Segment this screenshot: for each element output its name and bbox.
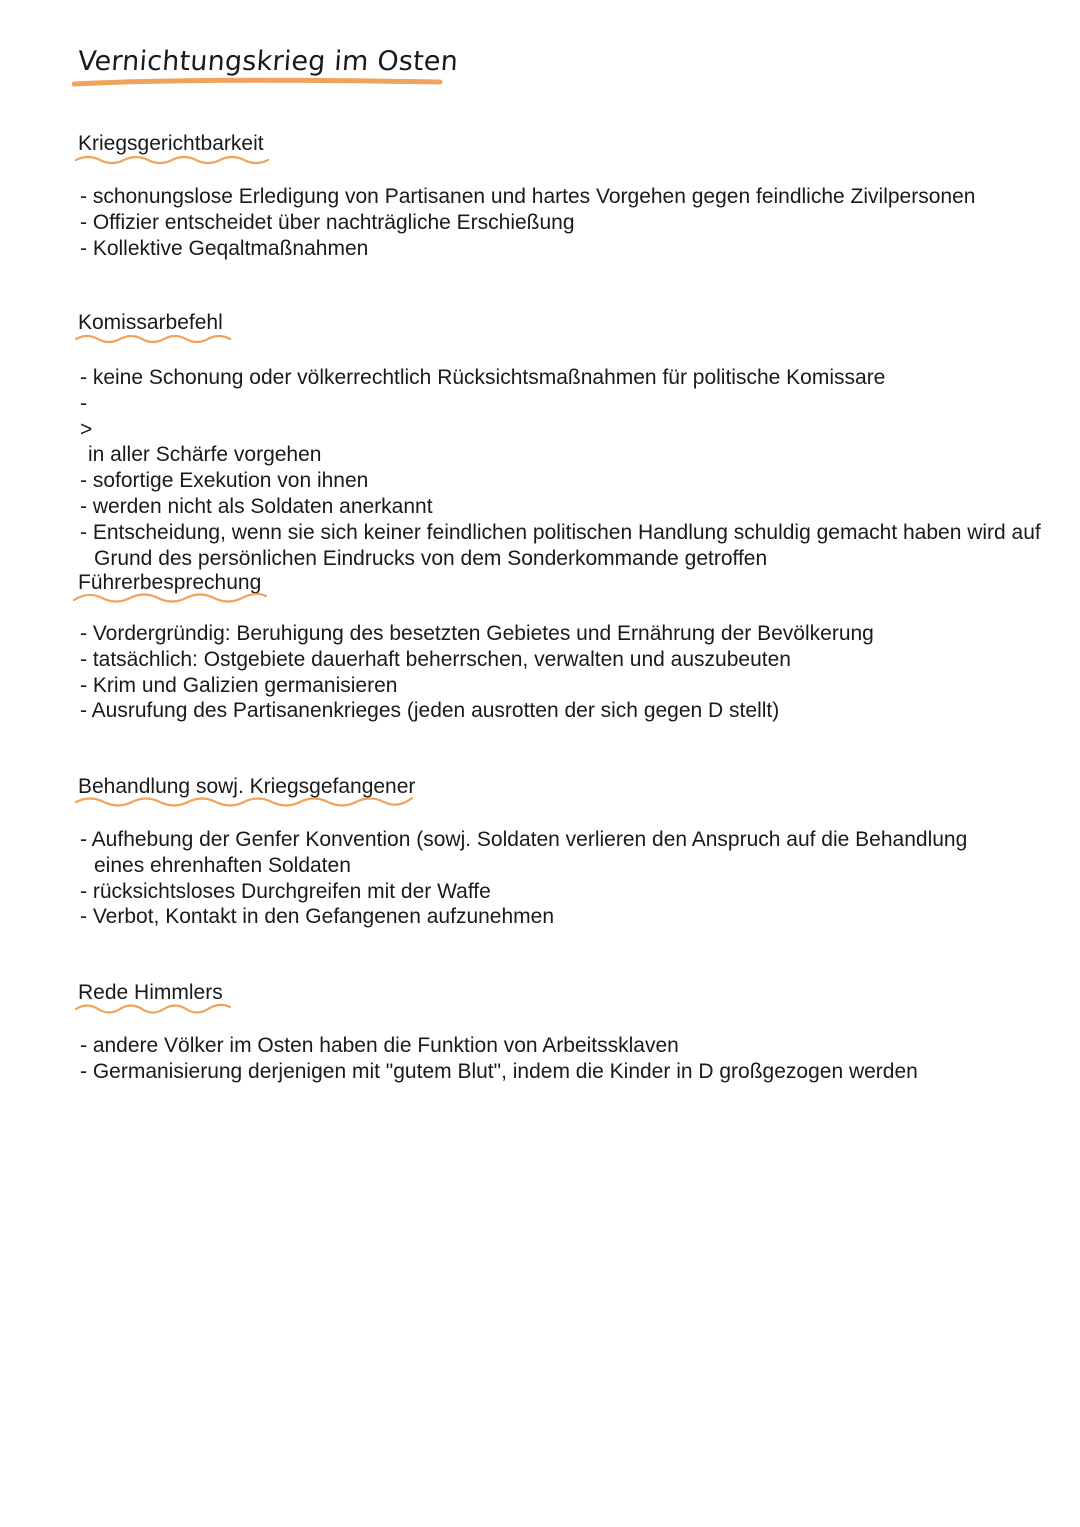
list-item: Grund des persönlichen Eindrucks von dem Sonderkommande getroffen (94, 546, 768, 570)
list-item: - Offizier entscheidet über nachträgliche Erschießung (80, 210, 575, 234)
section-list-behandlung (80, 827, 967, 930)
list-item: in aller Schärfe vorgehen (88, 443, 322, 467)
section-heading-fuehrerbesprechung: Führerbesprechung (78, 571, 262, 594)
section-heading-kriegsgerichtbarkeit: Kriegsgerichtbarkeit (78, 132, 264, 155)
list-item: eines ehrenhaften Soldaten (94, 853, 351, 877)
list-item: - Aufhebung der Genfer Konvention (sowj. Soldaten verlieren den Anspruch auf die Behandlung (80, 828, 968, 851)
section-heading-behandlung: Behandlung sowj. Kriegsgefangener (78, 775, 416, 798)
heading-squiggle-underline (74, 152, 274, 166)
heading-squiggle-underline (72, 588, 268, 606)
section-list-kriegsgerichtbarkeit (80, 184, 975, 261)
page-title: Vernichtungskrieg im Osten (76, 46, 460, 77)
list-item: - Kollektive Geqaltmaßnahmen (80, 236, 369, 260)
heading-squiggle-underline (74, 1000, 238, 1016)
list-item: - Vordergründig: Beruhigung des besetzten Gebietes und Ernährung der Bevölkerung (80, 622, 874, 645)
list-item: - Ausrufung des Partisanenkrieges (jeden ausrotten der sich gegen D stellt) (80, 699, 780, 723)
list-item: - Germanisierung derjenigen mit "gutem Blut", indem die Kinder in D großgezogen werden (80, 1059, 918, 1083)
title-underline (72, 76, 444, 90)
list-item: - schonungslose Erledigung von Partisanen und hartes Vorgehen gegen feindliche Zivilpersonen (80, 185, 976, 208)
section-heading-rede-himmlers: Rede Himmlers (78, 981, 223, 1004)
heading-squiggle-underline (74, 793, 434, 809)
list-item: - andere Völker im Osten haben die Funktion von Arbeitssklaven (80, 1034, 679, 1057)
list-item: - keine Schonung oder völkerrechtlich Rücksichtsmaßnahmen für politische Komissare (80, 366, 886, 389)
section-list-fuehrerbesprechung (80, 621, 874, 724)
list-item: - rücksichtsloses Durchgreifen mit der Waffe (80, 879, 491, 903)
list-item: - Entscheidung, wenn sie sich keiner feindlichen politischen Handlung schuldig gemacht haben wird auf (80, 520, 1041, 544)
list-item: - tatsächlich: Ostgebiete dauerhaft beherrschen, verwalten und auszubeuten (80, 647, 791, 671)
section-list-rede-himmlers (80, 1033, 918, 1085)
list-item: - sofortige Exekution von ihnen (80, 469, 369, 493)
list-item: > (80, 417, 93, 441)
list-item: - (80, 391, 87, 415)
section-list-komissarbefehl (80, 365, 1041, 571)
list-item: - Krim und Galizien germanisieren (80, 673, 398, 697)
section-heading-komissarbefehl: Komissarbefehl (78, 311, 223, 334)
list-item: - Verbot, Kontakt in den Gefangenen aufzunehmen (80, 905, 555, 929)
list-item: - werden nicht als Soldaten anerkannt (80, 494, 433, 518)
heading-squiggle-underline (74, 331, 234, 345)
